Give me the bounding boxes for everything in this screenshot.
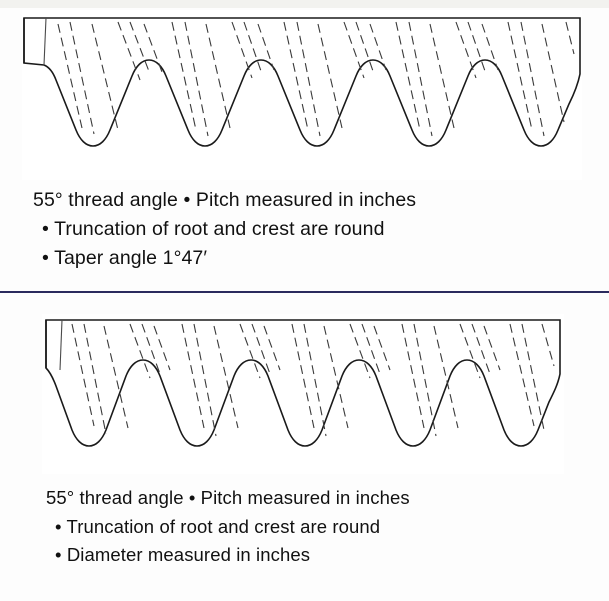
caption-line: • Truncation of root and crest are round: [42, 217, 385, 240]
caption-line: • Diameter measured in inches: [55, 544, 311, 566]
caption-bottom: [46, 486, 566, 572]
caption-line: 55° thread angle • Pitch measured in inches: [46, 487, 410, 508]
thread-figure-block-bottom: [0, 296, 609, 601]
caption-line: 55° thread angle • Pitch measured in inches: [33, 189, 417, 211]
thread-profile-diagram-top: [22, 10, 582, 180]
caption-line: • Taper angle 1°47′: [42, 246, 208, 269]
caption-line: • Truncation of root and crest are round: [55, 515, 381, 537]
caption-top: [33, 188, 573, 275]
section-divider: [0, 291, 609, 293]
page-edge-shadow-top: [0, 0, 609, 8]
thread-figure-block-top: [0, 0, 609, 295]
thread-profile-diagram-bottom: [42, 314, 564, 474]
